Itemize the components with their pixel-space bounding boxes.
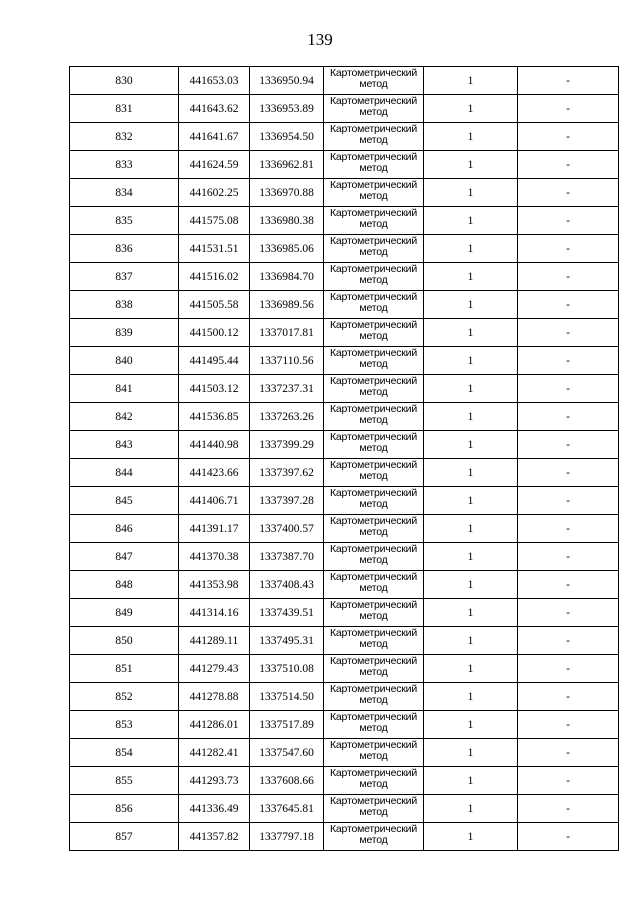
note-cell: - — [518, 431, 619, 459]
table-row — [70, 375, 619, 403]
precision-cell: 1 — [424, 543, 518, 571]
y-coordinate-cell: 1337495.31 — [250, 627, 324, 655]
table-row — [70, 543, 619, 571]
precision-cell: 1 — [424, 67, 518, 95]
table-row — [70, 571, 619, 599]
point-number-cell: 832 — [70, 123, 179, 151]
y-coordinate-cell: 1337510.08 — [250, 655, 324, 683]
point-number-cell: 830 — [70, 67, 179, 95]
method-cell: Картометрический метод — [324, 179, 424, 207]
table-row — [70, 151, 619, 179]
y-coordinate-cell: 1337547.60 — [250, 739, 324, 767]
precision-cell: 1 — [424, 431, 518, 459]
note-cell: - — [518, 67, 619, 95]
method-cell: Картометрический метод — [324, 263, 424, 291]
point-number-cell: 836 — [70, 235, 179, 263]
point-number-cell: 838 — [70, 291, 179, 319]
y-coordinate-cell: 1336970.88 — [250, 179, 324, 207]
y-coordinate-cell: 1337397.62 — [250, 459, 324, 487]
method-cell: Картометрический метод — [324, 655, 424, 683]
method-cell: Картометрический метод — [324, 67, 424, 95]
y-coordinate-cell: 1337397.28 — [250, 487, 324, 515]
x-coordinate-cell: 441531.51 — [179, 235, 250, 263]
point-number-cell: 851 — [70, 655, 179, 683]
table-row — [70, 67, 619, 95]
method-cell: Картометрический метод — [324, 459, 424, 487]
method-cell: Картометрический метод — [324, 487, 424, 515]
x-coordinate-cell: 441423.66 — [179, 459, 250, 487]
table-row — [70, 319, 619, 347]
precision-cell: 1 — [424, 599, 518, 627]
table-row — [70, 711, 619, 739]
note-cell: - — [518, 627, 619, 655]
point-number-cell: 835 — [70, 207, 179, 235]
x-coordinate-cell: 441624.59 — [179, 151, 250, 179]
precision-cell: 1 — [424, 291, 518, 319]
point-number-cell: 849 — [70, 599, 179, 627]
table-row — [70, 179, 619, 207]
method-cell: Картометрический метод — [324, 599, 424, 627]
note-cell: - — [518, 767, 619, 795]
point-number-cell: 850 — [70, 627, 179, 655]
x-coordinate-cell: 441391.17 — [179, 515, 250, 543]
precision-cell: 1 — [424, 179, 518, 207]
precision-cell: 1 — [424, 711, 518, 739]
x-coordinate-cell: 441286.01 — [179, 711, 250, 739]
note-cell: - — [518, 599, 619, 627]
x-coordinate-cell: 441505.58 — [179, 291, 250, 319]
point-number-cell: 855 — [70, 767, 179, 795]
precision-cell: 1 — [424, 347, 518, 375]
precision-cell: 1 — [424, 319, 518, 347]
x-coordinate-cell: 441289.11 — [179, 627, 250, 655]
note-cell: - — [518, 235, 619, 263]
x-coordinate-cell: 441500.12 — [179, 319, 250, 347]
method-cell: Картометрический метод — [324, 823, 424, 851]
table-row — [70, 123, 619, 151]
point-number-cell: 857 — [70, 823, 179, 851]
note-cell: - — [518, 823, 619, 851]
precision-cell: 1 — [424, 515, 518, 543]
precision-cell: 1 — [424, 683, 518, 711]
x-coordinate-cell: 441406.71 — [179, 487, 250, 515]
method-cell: Картометрический метод — [324, 207, 424, 235]
precision-cell: 1 — [424, 235, 518, 263]
x-coordinate-cell: 441293.73 — [179, 767, 250, 795]
y-coordinate-cell: 1337110.56 — [250, 347, 324, 375]
y-coordinate-cell: 1336953.89 — [250, 95, 324, 123]
precision-cell: 1 — [424, 739, 518, 767]
point-number-cell: 852 — [70, 683, 179, 711]
table-row — [70, 823, 619, 851]
x-coordinate-cell: 441516.02 — [179, 263, 250, 291]
table-row — [70, 263, 619, 291]
table-row — [70, 515, 619, 543]
method-cell: Картометрический метод — [324, 767, 424, 795]
note-cell: - — [518, 711, 619, 739]
note-cell: - — [518, 319, 619, 347]
x-coordinate-cell: 441357.82 — [179, 823, 250, 851]
x-coordinate-cell: 441440.98 — [179, 431, 250, 459]
point-number-cell: 853 — [70, 711, 179, 739]
precision-cell: 1 — [424, 95, 518, 123]
y-coordinate-cell: 1337263.26 — [250, 403, 324, 431]
note-cell: - — [518, 151, 619, 179]
table-row — [70, 291, 619, 319]
y-coordinate-cell: 1337387.70 — [250, 543, 324, 571]
point-number-cell: 839 — [70, 319, 179, 347]
note-cell: - — [518, 459, 619, 487]
y-coordinate-cell: 1337514.50 — [250, 683, 324, 711]
point-number-cell: 846 — [70, 515, 179, 543]
y-coordinate-cell: 1336962.81 — [250, 151, 324, 179]
x-coordinate-cell: 441353.98 — [179, 571, 250, 599]
table-row — [70, 599, 619, 627]
page-number: 139 — [307, 30, 333, 49]
note-cell: - — [518, 403, 619, 431]
method-cell: Картометрический метод — [324, 683, 424, 711]
method-cell: Картометрический метод — [324, 319, 424, 347]
precision-cell: 1 — [424, 795, 518, 823]
method-cell: Картометрический метод — [324, 431, 424, 459]
note-cell: - — [518, 123, 619, 151]
precision-cell: 1 — [424, 459, 518, 487]
note-cell: - — [518, 515, 619, 543]
coordinates-table-body — [70, 67, 619, 851]
x-coordinate-cell: 441643.62 — [179, 95, 250, 123]
y-coordinate-cell: 1337797.18 — [250, 823, 324, 851]
table-row — [70, 683, 619, 711]
x-coordinate-cell: 441336.49 — [179, 795, 250, 823]
y-coordinate-cell: 1337608.66 — [250, 767, 324, 795]
point-number-cell: 843 — [70, 431, 179, 459]
precision-cell: 1 — [424, 487, 518, 515]
precision-cell: 1 — [424, 123, 518, 151]
method-cell: Картометрический метод — [324, 795, 424, 823]
point-number-cell: 854 — [70, 739, 179, 767]
method-cell: Картометрический метод — [324, 347, 424, 375]
table-row — [70, 459, 619, 487]
precision-cell: 1 — [424, 207, 518, 235]
point-number-cell: 837 — [70, 263, 179, 291]
method-cell: Картометрический метод — [324, 711, 424, 739]
x-coordinate-cell: 441495.44 — [179, 347, 250, 375]
point-number-cell: 847 — [70, 543, 179, 571]
table-row — [70, 347, 619, 375]
precision-cell: 1 — [424, 767, 518, 795]
note-cell: - — [518, 95, 619, 123]
x-coordinate-cell: 441575.08 — [179, 207, 250, 235]
y-coordinate-cell: 1336950.94 — [250, 67, 324, 95]
y-coordinate-cell: 1336985.06 — [250, 235, 324, 263]
note-cell: - — [518, 543, 619, 571]
precision-cell: 1 — [424, 263, 518, 291]
method-cell: Картометрический метод — [324, 627, 424, 655]
y-coordinate-cell: 1337017.81 — [250, 319, 324, 347]
y-coordinate-cell: 1337517.89 — [250, 711, 324, 739]
point-number-cell: 833 — [70, 151, 179, 179]
y-coordinate-cell: 1337400.57 — [250, 515, 324, 543]
note-cell: - — [518, 291, 619, 319]
note-cell: - — [518, 179, 619, 207]
coordinates-table — [69, 66, 619, 851]
note-cell: - — [518, 207, 619, 235]
method-cell: Картометрический метод — [324, 291, 424, 319]
y-coordinate-cell: 1336980.38 — [250, 207, 324, 235]
x-coordinate-cell: 441282.41 — [179, 739, 250, 767]
note-cell: - — [518, 683, 619, 711]
note-cell: - — [518, 795, 619, 823]
precision-cell: 1 — [424, 823, 518, 851]
x-coordinate-cell: 441503.12 — [179, 375, 250, 403]
note-cell: - — [518, 375, 619, 403]
table-row — [70, 487, 619, 515]
point-number-cell: 848 — [70, 571, 179, 599]
point-number-cell: 842 — [70, 403, 179, 431]
note-cell: - — [518, 263, 619, 291]
x-coordinate-cell: 441641.67 — [179, 123, 250, 151]
table-row — [70, 627, 619, 655]
point-number-cell: 840 — [70, 347, 179, 375]
precision-cell: 1 — [424, 571, 518, 599]
note-cell: - — [518, 487, 619, 515]
method-cell: Картометрический метод — [324, 571, 424, 599]
method-cell: Картометрический метод — [324, 235, 424, 263]
table-row — [70, 95, 619, 123]
precision-cell: 1 — [424, 375, 518, 403]
point-number-cell: 845 — [70, 487, 179, 515]
x-coordinate-cell: 441370.38 — [179, 543, 250, 571]
table-row — [70, 431, 619, 459]
table-row — [70, 739, 619, 767]
note-cell: - — [518, 571, 619, 599]
x-coordinate-cell: 441653.03 — [179, 67, 250, 95]
x-coordinate-cell: 441314.16 — [179, 599, 250, 627]
table-row — [70, 403, 619, 431]
y-coordinate-cell: 1337439.51 — [250, 599, 324, 627]
x-coordinate-cell: 441536.85 — [179, 403, 250, 431]
note-cell: - — [518, 739, 619, 767]
x-coordinate-cell: 441278.88 — [179, 683, 250, 711]
table-row — [70, 235, 619, 263]
y-coordinate-cell: 1337408.43 — [250, 571, 324, 599]
table-row — [70, 795, 619, 823]
method-cell: Картометрический метод — [324, 375, 424, 403]
method-cell: Картометрический метод — [324, 403, 424, 431]
method-cell: Картометрический метод — [324, 151, 424, 179]
method-cell: Картометрический метод — [324, 739, 424, 767]
method-cell: Картометрический метод — [324, 515, 424, 543]
y-coordinate-cell: 1336984.70 — [250, 263, 324, 291]
precision-cell: 1 — [424, 151, 518, 179]
y-coordinate-cell: 1336954.50 — [250, 123, 324, 151]
table-row — [70, 655, 619, 683]
method-cell: Картометрический метод — [324, 123, 424, 151]
point-number-cell: 844 — [70, 459, 179, 487]
note-cell: - — [518, 347, 619, 375]
y-coordinate-cell: 1337399.29 — [250, 431, 324, 459]
precision-cell: 1 — [424, 655, 518, 683]
precision-cell: 1 — [424, 627, 518, 655]
note-cell: - — [518, 655, 619, 683]
x-coordinate-cell: 441279.43 — [179, 655, 250, 683]
y-coordinate-cell: 1337237.31 — [250, 375, 324, 403]
method-cell: Картометрический метод — [324, 95, 424, 123]
point-number-cell: 856 — [70, 795, 179, 823]
point-number-cell: 831 — [70, 95, 179, 123]
table-row — [70, 207, 619, 235]
y-coordinate-cell: 1337645.81 — [250, 795, 324, 823]
method-cell: Картометрический метод — [324, 543, 424, 571]
point-number-cell: 834 — [70, 179, 179, 207]
y-coordinate-cell: 1336989.56 — [250, 291, 324, 319]
point-number-cell: 841 — [70, 375, 179, 403]
x-coordinate-cell: 441602.25 — [179, 179, 250, 207]
precision-cell: 1 — [424, 403, 518, 431]
table-row — [70, 767, 619, 795]
